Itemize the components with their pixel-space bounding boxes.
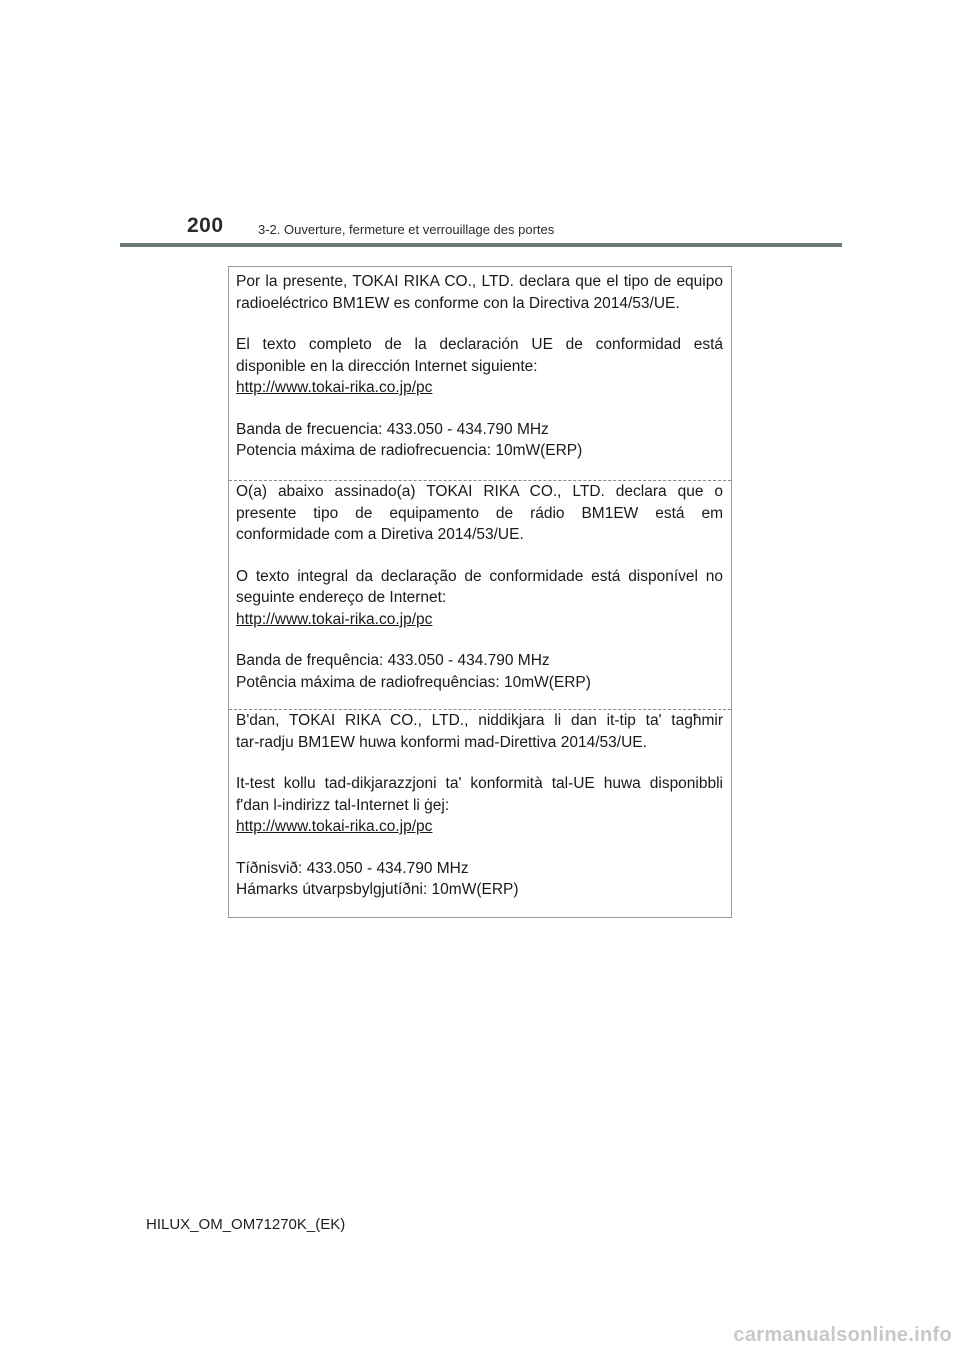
declaration-paragraph — [236, 334, 723, 399]
declaration-line: It-test kollu tad-dikjarazzjoni ta' konformità tal-UE huwa disponibbli — [236, 775, 723, 792]
declaration-line: O texto integral da declaração de conformidade está disponível no — [236, 567, 723, 585]
declaration-box — [228, 266, 732, 918]
declaration-line: Banda de frequência: 433.050 - 434.790 MHz — [236, 652, 550, 669]
declaration-line: f'dan l-indirizz tal-Internet li ġej: — [236, 796, 450, 814]
paragraph-gap — [236, 753, 723, 773]
declaration-line: B'dan, TOKAI RIKA CO., LTD., niddikjara li dan it-tip ta' tagħmir — [236, 712, 723, 729]
declaration-line: Potencia máxima de radiofrecuencia: 10mW(ERP) — [236, 442, 583, 459]
declaration-paragraph — [236, 858, 723, 901]
declaration-line: conformidade com a Diretiva 2014/53/UE. — [236, 526, 524, 543]
declaration-line: presente tipo de equipamento de rádio BM1EW está em — [236, 504, 723, 522]
declaration-paragraph — [236, 481, 723, 546]
paragraph-gap — [236, 838, 723, 858]
declaration-line: O(a) abaixo assinado(a) TOKAI RIKA CO., LTD. declara que o — [236, 483, 723, 500]
declaration-line: Banda de frecuencia: 433.050 - 434.790 MHz — [236, 420, 549, 438]
declaration-line: Hámarks útvarpsbylgjutíðni: 10mW(ERP) — [236, 881, 519, 898]
declaration-paragraph — [236, 773, 723, 838]
declaration-paragraph — [236, 419, 723, 462]
paragraph-gap — [236, 630, 723, 650]
declaration-spanish — [229, 271, 731, 479]
declaration-maltese-icelandic — [229, 709, 731, 917]
declaration-paragraph — [236, 271, 723, 314]
declaration-url[interactable]: http://www.tokai-rika.co.jp/pc — [236, 610, 433, 628]
paragraph-gap — [236, 546, 723, 566]
declaration-url[interactable]: http://www.tokai-rika.co.jp/pc — [236, 818, 433, 835]
declaration-line: disponible en la dirección Internet siguiente: — [236, 357, 538, 375]
page-header — [0, 0, 960, 260]
declaration-line: El texto completo de la declaración UE de conformidad está — [236, 336, 723, 353]
header-divider — [120, 243, 842, 247]
declaration-paragraph — [236, 710, 723, 753]
declaration-paragraph — [236, 566, 723, 631]
declaration-paragraph — [236, 650, 723, 693]
paragraph-gap — [236, 314, 723, 334]
page-number: 200 — [187, 214, 224, 237]
declaration-line: Potência máxima de radiofrequências: 10mW(ERP) — [236, 673, 591, 691]
manual-code: HILUX_OM_OM71270K_(EK) — [146, 1216, 346, 1233]
paragraph-gap — [236, 399, 723, 419]
declaration-url[interactable]: http://www.tokai-rika.co.jp/pc — [236, 379, 433, 396]
watermark: carmanualsonline.info — [733, 1324, 952, 1346]
declaration-line: radioeléctrico BM1EW es conforme con la Directiva 2014/53/UE. — [236, 294, 680, 312]
declaration-line: Por la presente, TOKAI RIKA CO., LTD. declara que el tipo de equipo — [236, 273, 723, 290]
section-title: 3-2. Ouverture, fermeture et verrouillage des portes — [258, 222, 555, 237]
declaration-line: seguinte endereço de Internet: — [236, 589, 447, 606]
declaration-line: Tíðnisvið: 433.050 - 434.790 MHz — [236, 859, 469, 877]
declaration-portuguese — [229, 480, 731, 708]
declaration-line: tar-radju BM1EW huwa konformi mad-Direttiva 2014/53/UE. — [236, 733, 647, 751]
